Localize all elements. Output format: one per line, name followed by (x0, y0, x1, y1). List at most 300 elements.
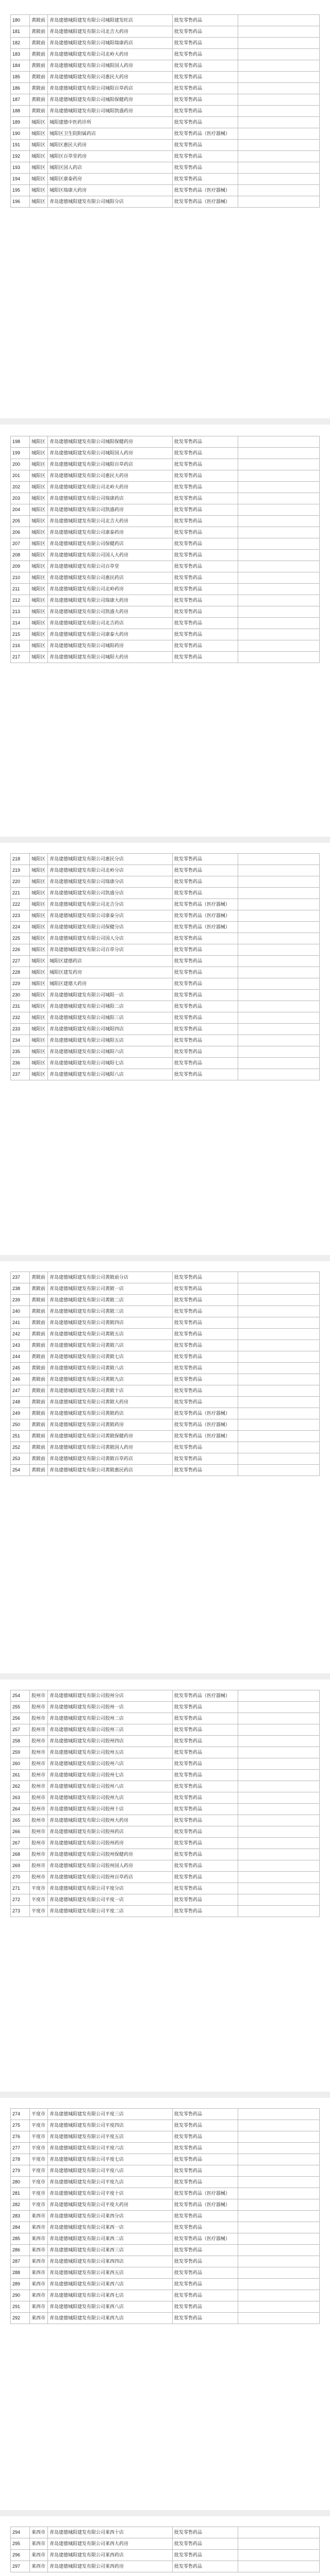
table-row (11, 1872, 320, 1883)
row-number: 198 (11, 436, 30, 448)
table-row (11, 1069, 320, 1080)
row-scope: 批发零售药品 (173, 1792, 238, 1804)
table-row (11, 1747, 320, 1758)
row-blank (238, 2290, 320, 2301)
row-area: 黄陂前 (30, 83, 48, 94)
row-number: 266 (11, 1826, 30, 1838)
row-blank (238, 2527, 320, 2538)
row-name: 青岛建德城阳建发有限公司黄陂四店 (48, 1317, 173, 1329)
row-name: 城阳区卫生院附属药店 (48, 128, 173, 140)
row-area: 城阳区 (30, 876, 48, 888)
row-name: 城阳区建德大药房 (48, 978, 173, 990)
row-name: 青岛建德城阳建发有限公司瑞康大药房 (48, 595, 173, 606)
record-table (10, 14, 320, 208)
row-name: 青岛建德城阳建发有限公司莱西七店 (48, 2290, 173, 2301)
row-blank (238, 482, 320, 493)
row-blank (238, 1024, 320, 1035)
table-row (11, 2120, 320, 2131)
table-row (11, 493, 320, 504)
row-name: 青岛建德城阳建发有限公司胶州百草药店 (48, 1872, 173, 1883)
row-name: 青岛建德城阳建发有限公司城阳六店 (48, 1046, 173, 1058)
row-blank (238, 2131, 320, 2143)
row-area: 黄陂前 (30, 1442, 48, 1453)
row-name: 青岛建德城阳建发有限公司黄陂七店 (48, 1351, 173, 1363)
row-name: 青岛建德城阳建发有限公司城阳药房 (48, 640, 173, 652)
row-number: 238 (11, 1283, 30, 1295)
table-row (11, 459, 320, 470)
row-number: 255 (11, 1702, 30, 1713)
row-area: 平度市 (30, 2165, 48, 2177)
row-blank (238, 561, 320, 572)
row-area: 胶州市 (30, 1770, 48, 1781)
row-area: 黄陂前 (30, 1340, 48, 1351)
table-row (11, 899, 320, 910)
row-name: 青岛建德城阳建发有限公司黄陂三店 (48, 1306, 173, 1317)
row-area: 平度市 (30, 2177, 48, 2188)
table-row (11, 2561, 320, 2572)
row-area: 城阳区 (30, 117, 48, 128)
row-scope: 批发零售药品 (173, 1340, 238, 1351)
row-scope: 批发零售药品 (173, 1883, 238, 1894)
row-area: 黄陂前 (30, 60, 48, 72)
row-area: 莱西市 (30, 2279, 48, 2290)
table-row (11, 1272, 320, 1283)
row-scope: 批发零售药品 (173, 527, 238, 538)
row-area: 胶州市 (30, 1713, 48, 1724)
row-scope: 批发零售药品（医疗器械） (173, 196, 238, 208)
row-name: 青岛建德城阳建发有限公司城阳五店 (48, 1035, 173, 1046)
row-blank (238, 1431, 320, 1442)
row-scope: 批发零售药品 (173, 1035, 238, 1046)
row-area: 城阳区 (30, 1012, 48, 1024)
row-area: 黄陂前 (30, 15, 48, 26)
row-blank (238, 94, 320, 106)
row-number: 276 (11, 2131, 30, 2143)
row-name: 青岛建德城阳建发有限公司保健分店 (48, 922, 173, 933)
row-area: 黄陂前 (30, 1351, 48, 1363)
row-scope: 批发零售药品 (173, 978, 238, 990)
row-number: 233 (11, 1024, 30, 1035)
row-blank (238, 1792, 320, 1804)
row-blank (238, 595, 320, 606)
row-scope: 批发零售药品 (173, 933, 238, 944)
row-blank (238, 2199, 320, 2211)
row-name: 青岛建德城阳建发有限公司胶州八店 (48, 1781, 173, 1792)
row-scope: 批发零售药品 (173, 1804, 238, 1815)
row-area: 胶州市 (30, 1838, 48, 1849)
row-area: 城阳区 (30, 527, 48, 538)
row-area: 胶州市 (30, 1724, 48, 1736)
row-blank (238, 1815, 320, 1826)
table-row (11, 629, 320, 640)
row-blank (238, 1724, 320, 1736)
record-table (10, 436, 320, 663)
row-area: 黄陂前 (30, 1374, 48, 1385)
row-number: 228 (11, 967, 30, 978)
row-name: 青岛建德城阳建发有限公司城阳保健药房 (48, 436, 173, 448)
row-area: 城阳区 (30, 606, 48, 618)
row-scope: 批发零售药品 (173, 2154, 238, 2165)
row-area: 城阳区 (30, 1001, 48, 1012)
row-number: 288 (11, 2267, 30, 2279)
row-blank (238, 1838, 320, 1849)
row-name: 青岛建德城阳建发有限公司莱西二店 (48, 2233, 173, 2245)
table-row (11, 2538, 320, 2550)
row-scope: 批发零售药品 (173, 2109, 238, 2120)
row-area: 平度市 (30, 1906, 48, 1917)
table-row (11, 2550, 320, 2561)
row-scope: 批发零售药品 (173, 2131, 238, 2143)
table-row (11, 2222, 320, 2233)
row-blank (238, 1363, 320, 1374)
row-number: 278 (11, 2154, 30, 2165)
row-name: 青岛建德城阳建发有限公司黄陂九店 (48, 1374, 173, 1385)
table-row (11, 516, 320, 527)
table-row (11, 504, 320, 516)
table-row (11, 2154, 320, 2165)
row-scope: 批发零售药品 (173, 865, 238, 876)
row-number: 281 (11, 2188, 30, 2199)
row-area: 黄陂前 (30, 1408, 48, 1419)
row-blank (238, 1702, 320, 1713)
table-row (11, 527, 320, 538)
table-row (11, 1724, 320, 1736)
row-scope: 批发零售药品 (173, 2165, 238, 2177)
row-scope: 批发零售药品 (173, 2561, 238, 2572)
row-blank (238, 2211, 320, 2222)
table-row (11, 1906, 320, 1917)
row-blank (238, 72, 320, 83)
row-area: 黄陂前 (30, 49, 48, 60)
row-scope: 批发零售药品 (173, 1702, 238, 1713)
row-area: 平度市 (30, 2109, 48, 2120)
row-name: 青岛建德城阳建发有限公司惠民药店 (48, 572, 173, 584)
table-row (11, 1713, 320, 1724)
row-number: 203 (11, 493, 30, 504)
row-number: 227 (11, 956, 30, 967)
row-number: 187 (11, 94, 30, 106)
row-number: 268 (11, 1849, 30, 1860)
row-name: 青岛建德城阳建发有限公司黄陂五店 (48, 1329, 173, 1340)
row-number: 239 (11, 1295, 30, 1306)
row-blank (238, 140, 320, 151)
row-number: 192 (11, 151, 30, 162)
row-blank (238, 944, 320, 956)
row-blank (238, 2301, 320, 2313)
table-row (11, 1024, 320, 1035)
row-blank (238, 151, 320, 162)
row-area: 胶州市 (30, 1736, 48, 1747)
row-scope: 批发零售药品 (173, 117, 238, 128)
row-number: 219 (11, 865, 30, 876)
row-number: 245 (11, 1363, 30, 1374)
row-name: 青岛建德城阳建发有限公司凯盛大药房 (48, 606, 173, 618)
row-scope: 批发零售药品（医疗器械） (173, 1690, 238, 1702)
table-row (11, 2199, 320, 2211)
row-number: 284 (11, 2222, 30, 2233)
table-row (11, 470, 320, 482)
row-scope: 批发零售药品 (173, 2211, 238, 2222)
row-area: 城阳区 (30, 1024, 48, 1035)
row-name: 青岛建德城阳建发有限公司惠民大药房 (48, 72, 173, 83)
table-row (11, 1295, 320, 1306)
row-name: 青岛建德城阳建发有限公司胶州五店 (48, 1747, 173, 1758)
row-number: 275 (11, 2120, 30, 2131)
row-blank (238, 1758, 320, 1770)
row-name: 青岛建德城阳建发有限公司保健药店 (48, 538, 173, 550)
row-area: 平度市 (30, 1894, 48, 1906)
row-name: 青岛建德城阳建发有限公司胶州九店 (48, 1792, 173, 1804)
row-area: 莱西市 (30, 2550, 48, 2561)
row-area: 城阳区 (30, 967, 48, 978)
row-area: 城阳区 (30, 640, 48, 652)
row-number: 182 (11, 38, 30, 49)
row-area: 莱西市 (30, 2233, 48, 2245)
row-blank (238, 1374, 320, 1385)
row-blank (238, 1419, 320, 1431)
row-area: 城阳区 (30, 854, 48, 865)
row-scope: 批发零售药品 (173, 470, 238, 482)
row-name: 青岛建德城阳建发有限公司城阳国人药房 (48, 448, 173, 459)
row-blank (238, 1894, 320, 1906)
row-name: 青岛建德城阳建发有限公司莱西八店 (48, 2301, 173, 2313)
row-scope: 批发零售药品 (173, 140, 238, 151)
row-area: 城阳区 (30, 436, 48, 448)
row-blank (238, 2538, 320, 2550)
row-area: 城阳区 (30, 978, 48, 990)
row-scope: 批发零售药品 (173, 106, 238, 117)
table-row (11, 1860, 320, 1872)
row-blank (238, 1329, 320, 1340)
table-row (11, 2245, 320, 2256)
row-name: 青岛建德城阳建发有限公司北岭分店 (48, 865, 173, 876)
table-row (11, 1442, 320, 1453)
table-row (11, 854, 320, 865)
row-area: 城阳区 (30, 1046, 48, 1058)
row-number: 269 (11, 1860, 30, 1872)
table-row (11, 2279, 320, 2290)
row-blank (238, 174, 320, 185)
table-row (11, 1385, 320, 1397)
row-scope: 批发零售药品 (173, 854, 238, 865)
row-area: 胶州市 (30, 1758, 48, 1770)
row-number: 286 (11, 2245, 30, 2256)
row-scope: 批发零售药品 (173, 94, 238, 106)
table-row (11, 2211, 320, 2222)
row-area: 莱西市 (30, 2561, 48, 2572)
row-area: 城阳区 (30, 128, 48, 140)
row-blank (238, 2550, 320, 2561)
table-row (11, 572, 320, 584)
table-row (11, 967, 320, 978)
row-number: 292 (11, 2313, 30, 2324)
row-name: 青岛建德城阳建发有限公司城阳大药房 (48, 652, 173, 663)
table-row (11, 140, 320, 151)
row-area: 平度市 (30, 2131, 48, 2143)
row-blank (238, 584, 320, 595)
row-number: 254 (11, 1465, 30, 1476)
table-row (11, 1306, 320, 1317)
table-row (11, 1374, 320, 1385)
row-blank (238, 38, 320, 49)
row-area: 胶州市 (30, 1872, 48, 1883)
row-scope: 批发零售药品 (173, 174, 238, 185)
row-scope: 批发零售药品 (173, 2256, 238, 2267)
row-area: 胶州市 (30, 1747, 48, 1758)
row-blank (238, 990, 320, 1001)
table-row (11, 26, 320, 38)
row-number: 193 (11, 162, 30, 174)
row-number: 183 (11, 49, 30, 60)
row-scope: 批发零售药品 (173, 1283, 238, 1295)
table-row (11, 128, 320, 140)
table-row (11, 1431, 320, 1442)
row-blank (238, 1906, 320, 1917)
row-blank (238, 1306, 320, 1317)
row-name: 青岛建德城阳建发有限公司黄陂药店 (48, 1408, 173, 1419)
row-blank (238, 1351, 320, 1363)
row-area: 胶州市 (30, 1815, 48, 1826)
row-scope: 批发零售药品 (173, 1024, 238, 1035)
row-name: 青岛建德城阳建发有限公司平度四店 (48, 2120, 173, 2131)
row-number: 180 (11, 15, 30, 26)
row-number: 225 (11, 933, 30, 944)
row-name: 青岛建德城阳建发有限公司平度大药房 (48, 2199, 173, 2211)
row-name: 青岛建德城阳建发有限公司莱西药店 (48, 2550, 173, 2561)
row-number: 254 (11, 1690, 30, 1702)
row-area: 城阳区 (30, 151, 48, 162)
row-name: 青岛建德城阳建发有限公司胶州药店 (48, 1826, 173, 1838)
row-blank (238, 436, 320, 448)
row-blank (238, 1058, 320, 1069)
table-row (11, 1283, 320, 1295)
row-area: 黄陂前 (30, 1363, 48, 1374)
row-area: 城阳区 (30, 196, 48, 208)
row-name: 青岛建德城阳建发有限公司平度分店 (48, 1883, 173, 1894)
row-scope: 批发零售药品 (173, 459, 238, 470)
row-blank (238, 1272, 320, 1283)
document-page-6 (0, 2098, 330, 2510)
row-number: 189 (11, 117, 30, 128)
row-area: 平度市 (30, 2143, 48, 2154)
row-name: 青岛建德城阳建发有限公司城阳四店 (48, 1024, 173, 1035)
row-number: 181 (11, 26, 30, 38)
table-row (11, 196, 320, 208)
row-name: 青岛建德城阳建发有限公司胶州一店 (48, 1702, 173, 1713)
row-area: 城阳区 (30, 629, 48, 640)
row-name: 青岛建德城阳建发有限公司城阳三店 (48, 1012, 173, 1024)
row-number: 215 (11, 629, 30, 640)
table-row (11, 550, 320, 561)
row-scope: 批发零售药品（医疗器械） (173, 1431, 238, 1442)
row-number: 279 (11, 2165, 30, 2177)
row-name: 青岛建德城阳建发有限公司北吉分店 (48, 899, 173, 910)
table-row (11, 1815, 320, 1826)
row-area: 城阳区 (30, 493, 48, 504)
table-row (11, 1804, 320, 1815)
row-scope: 批发零售药品 (173, 1838, 238, 1849)
table-row (11, 49, 320, 60)
row-number: 229 (11, 978, 30, 990)
row-number: 235 (11, 1046, 30, 1058)
row-blank (238, 1295, 320, 1306)
row-scope: 批发零售药品 (173, 2267, 238, 2279)
row-name: 青岛建德城阳建发有限公司城阳建发旺店 (48, 15, 173, 26)
table-row (11, 151, 320, 162)
row-number: 242 (11, 1329, 30, 1340)
row-area: 平度市 (30, 2154, 48, 2165)
row-number: 212 (11, 595, 30, 606)
table-row (11, 1351, 320, 1363)
row-name: 青岛建德城阳建发有限公司胶州分店 (48, 1690, 173, 1702)
table-row (11, 2109, 320, 2120)
row-blank (238, 899, 320, 910)
row-name: 青岛建德城阳建发有限公司北吉药店 (48, 618, 173, 629)
row-area: 莱西市 (30, 2301, 48, 2313)
row-number: 218 (11, 854, 30, 865)
row-blank (238, 470, 320, 482)
row-area: 胶州市 (30, 1849, 48, 1860)
row-scope: 批发零售药品 (173, 2301, 238, 2313)
row-blank (238, 2165, 320, 2177)
row-blank (238, 196, 320, 208)
table-row (11, 2256, 320, 2267)
row-scope: 批发零售药品 (173, 1317, 238, 1329)
row-name: 青岛建德城阳建发有限公司城阳凯盛药房 (48, 106, 173, 117)
row-blank (238, 629, 320, 640)
table-row (11, 1046, 320, 1058)
row-name: 城阳区国人药店 (48, 162, 173, 174)
row-blank (238, 106, 320, 117)
row-name: 青岛建德城阳建发有限公司黄陂国人药房 (48, 1442, 173, 1453)
row-name: 青岛建德城阳建发有限公司黄陂百草药店 (48, 1453, 173, 1465)
row-name: 青岛建德城阳建发有限公司黄陂一店 (48, 1283, 173, 1295)
row-area: 黄陂前 (30, 1306, 48, 1317)
row-area: 城阳区 (30, 1069, 48, 1080)
row-name: 青岛建德城阳建发有限公司城阳瑞康药店 (48, 38, 173, 49)
table-row (11, 1453, 320, 1465)
table-row (11, 2267, 320, 2279)
row-scope: 批发零售药品 (173, 1713, 238, 1724)
row-scope: 批发零售药品 (173, 2222, 238, 2233)
table-row (11, 1419, 320, 1431)
row-name: 青岛建德城阳建发有限公司城阳二店 (48, 1001, 173, 1012)
row-name: 青岛建德城阳建发有限公司城阳百草药店 (48, 83, 173, 94)
row-blank (238, 83, 320, 94)
row-blank (238, 1770, 320, 1781)
row-area: 胶州市 (30, 1804, 48, 1815)
table-row (11, 94, 320, 106)
row-scope: 批发零售药品 (173, 595, 238, 606)
row-scope: 批发零售药品（医疗器械） (173, 1408, 238, 1419)
row-name: 青岛建德城阳建发有限公司城阳分店 (48, 196, 173, 208)
row-number: 205 (11, 516, 30, 527)
table-row (11, 1826, 320, 1838)
row-number: 237 (11, 1272, 30, 1283)
document-page-7 (0, 2516, 330, 2576)
table-row (11, 2301, 320, 2313)
row-name: 青岛建德城阳建发有限公司胶州国人药房 (48, 1860, 173, 1872)
table-row (11, 1408, 320, 1419)
row-area: 黄陂前 (30, 1397, 48, 1408)
row-area: 黄陂前 (30, 72, 48, 83)
row-blank (238, 1442, 320, 1453)
row-number: 216 (11, 640, 30, 652)
row-blank (238, 967, 320, 978)
table-row (11, 2143, 320, 2154)
row-area: 城阳区 (30, 561, 48, 572)
row-area: 城阳区 (30, 459, 48, 470)
